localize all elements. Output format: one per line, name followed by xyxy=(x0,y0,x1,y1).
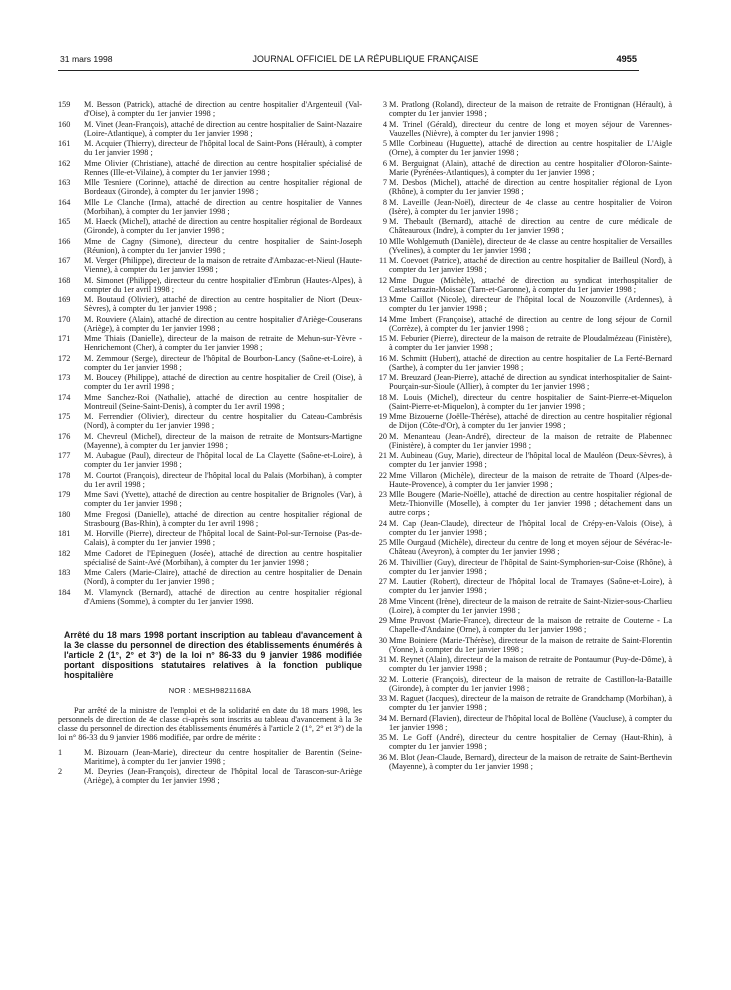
list-item xyxy=(58,159,362,177)
list-item xyxy=(58,529,362,547)
list-item-number: 20 xyxy=(378,431,387,441)
list-item-number: 8 xyxy=(382,197,387,207)
list-item xyxy=(58,256,362,274)
list-item-number: 10 xyxy=(378,236,387,246)
list-item-number: 9 xyxy=(382,217,387,226)
list-item-number: 27 xyxy=(378,577,387,587)
list-item-number: 165 xyxy=(58,217,71,226)
list-item-text: Mme Caillot (Nicole), directeur de l'hôpital local de Nouzonville (Ardennes), à compter du 1er janvier 1998 ; xyxy=(389,295,672,314)
list-item-number: 179 xyxy=(58,490,71,499)
list-item xyxy=(58,767,362,785)
list-item-text: M. Feburier (Pierre), directeur de la maison de retraite de Ploudalmézeau (Finistère), à compter du 1er janvier 1998 ; xyxy=(389,334,672,353)
list-item-number: 168 xyxy=(58,275,71,285)
list-item-text: Mme Vincent (Irène), directeur de la maison de retraite de Saint-Nizier-sous-Charlieu (Loire), à compter du 1er janvier 1998 ; xyxy=(389,596,672,615)
list-item-number: 163 xyxy=(58,178,71,187)
list-item-number: 17 xyxy=(378,373,387,382)
list-item xyxy=(370,276,672,294)
list-item-number: 162 xyxy=(58,158,71,168)
list-item-text: M. Trinel (Gérald), directeur du centre de long et moyen séjour de Varennes-Vauzelles (Nièvre), à compter du 1er janvier 1998 ; xyxy=(389,119,672,138)
list-item-text: Mme Calers (Marie-Claire), attaché de direction au centre hospitalier de Denain (Nord), à compter du 1er janvier 1998 ; xyxy=(84,568,362,587)
list-item xyxy=(58,549,362,567)
list-item-number: 5 xyxy=(382,139,387,148)
list-item xyxy=(370,558,672,576)
right-column xyxy=(370,100,672,772)
list-item-text: M. Haeck (Michel), attaché de direction au centre hospitalier régional de Bordeaux (Gironde), à compter du 1er janvier 1998 ; xyxy=(84,217,362,236)
header-rule xyxy=(58,70,639,71)
list-item xyxy=(58,432,362,450)
list-item xyxy=(370,753,672,771)
list-item-number: 23 xyxy=(378,490,387,499)
list-item-number: 7 xyxy=(382,178,387,187)
left-column xyxy=(58,100,362,787)
list-item-number: 3 xyxy=(382,100,387,109)
list-item-text: M. Desbos (Michel), attaché de direction au centre hospitalier régional de Lyon (Rhône), à compter du 1er janvier 1998 ; xyxy=(389,178,672,197)
list-item-number: 181 xyxy=(58,529,71,538)
list-item-text: M. Menanteau (Jean-André), directeur de la maison de retraite de Plabennec (Finistère), à compter du 1er janvier 1998 ; xyxy=(389,431,672,450)
arrete-title: Arrêté du 18 mars 1998 portant inscription au tableau d'avancement à la 3e classe du personnel de direction des établissements énumérés à l'article 2 (1°, 2° et 3°) de la loi n° 86-33 du 9 janvier 1986 modifiée portant dispositions statutaires relatives à la fonction publique hospitalière xyxy=(64,629,362,680)
list-item xyxy=(58,178,362,196)
list-item xyxy=(370,694,672,712)
list-item-number: 167 xyxy=(58,256,71,265)
list-item xyxy=(58,510,362,528)
arrete-nor-reference: NOR : MESH9821168A xyxy=(168,685,252,695)
header-date: 31 mars 1998 xyxy=(60,54,113,64)
list-item-text: M. Reynet (Alain), directeur de la maison de retraite de Pontaumur (Puy-de-Dôme), à compter du 1er janvier 1998 ; xyxy=(389,655,672,674)
list-item-number: 166 xyxy=(58,236,71,246)
list-item-text: M. Simonet (Philippe), directeur du centre hospitalier d'Embrun (Hautes-Alpes), à compter du 1er avril 1998 ; xyxy=(84,275,362,294)
list-item-number: 174 xyxy=(58,392,71,402)
list-item-text: Mlle Wohlgemuth (Danièle), directeur de 4e classe au centre hospitalier de Versailles (Yvelines), à compter du 1er janvier 1998 ; xyxy=(389,236,672,255)
list-item-text: M. Courtot (François), directeur de l'hôpital local du Palais (Morbihan), à compter du 1er avril 1998 ; xyxy=(84,470,362,489)
list-item-number: 13 xyxy=(378,295,387,304)
list-item xyxy=(58,588,362,606)
list-item xyxy=(58,393,362,411)
list-item-text: M. Aubineau (Guy, Marie), directeur de l'hôpital local de Mauléon (Deux-Sèvres), à compter du 1er janvier 1998 ; xyxy=(389,451,672,470)
list-item-number: 170 xyxy=(58,314,71,324)
list-item xyxy=(58,198,362,216)
list-item-number: 36 xyxy=(378,752,387,762)
list-item-text: M. Louis (Michel), directeur du centre hospitalier de Saint-Pierre-et-Miquelon (Saint-Pierre-et-Miquelon), à compter du 1er janvier 1998 ; xyxy=(389,392,672,411)
list-item-number: 33 xyxy=(378,694,387,704)
list-item-number: 28 xyxy=(378,596,387,606)
list-item-number: 164 xyxy=(58,197,71,207)
list-item xyxy=(370,412,672,430)
list-item xyxy=(58,490,362,508)
list-item-text: Mlle Bougere (Marie-Noëlle), attaché de direction au centre hospitalier régional de Metz-Thionville (Moselle), à compter du 1er janvier 1998 ; détachement dans un autre corps ; xyxy=(389,490,672,518)
list-item-number: 171 xyxy=(58,334,71,343)
list-item xyxy=(370,636,672,654)
list-item xyxy=(370,655,672,673)
list-item xyxy=(370,178,672,196)
list-item-number: 29 xyxy=(378,616,387,626)
list-item xyxy=(58,451,362,469)
list-item-number: 22 xyxy=(378,470,387,480)
list-item-number: 14 xyxy=(378,314,387,324)
list-item-number: 176 xyxy=(58,431,71,441)
list-item-number: 184 xyxy=(58,587,71,597)
list-item-text: Mme Cadoret de l'Epineguen (Josée), attaché de direction au centre hospitalier spécialisé de Saint-Avé (Morbihan), à compter du 1er janvier 1998 ; xyxy=(84,548,362,567)
list-item-text: M. Acquier (Thierry), directeur de l'hôpital local de Saint-Pons (Hérault), à compter du 1er janvier 1998 ; xyxy=(84,139,362,158)
list-item-text: M. Berguignat (Alain), attaché de direction au centre hospitalier d'Oloron-Sainte-Marie (Pyrénées-Atlantiques), à compter du 1er janvier 1998 ; xyxy=(389,158,672,177)
list-item-text: M. Aubague (Paul), directeur de l'hôpital local de La Clayette (Saône-et-Loire), à compter du 1er janvier 1998 ; xyxy=(84,451,362,470)
list-item xyxy=(58,315,362,333)
list-item-text: M. Vlamynck (Bernard), attaché de direction au centre hospitalier régional d'Amiens (Somme), à compter du 1er janvier 1998. xyxy=(84,587,362,606)
list-item-text: Mme Fregosi (Danielle), attaché de direction au centre hospitalier régional de Strasbourg (Bas-Rhin), à compter du 1er avril 1998 ; xyxy=(84,509,362,528)
list-item-text: M. Zemmour (Serge), directeur de l'hôpital de Bourbon-Lancy (Saône-et-Loire), à compter du 1er janvier 1998 ; xyxy=(84,353,362,372)
list-item-text: M. Horville (Pierre), directeur de l'hôpital local de Saint-Pol-sur-Ternoise (Pas-de-Calais), à compter du 1er janvier 1998 ; xyxy=(84,529,362,548)
list-item xyxy=(370,393,672,411)
list-item-text: Mme Savi (Yvette), attaché de direction au centre hospitalier de Brignoles (Var), à compter du 1er janvier 1998 ; xyxy=(84,490,362,509)
list-item-text: M. Boutaud (Olivier), attaché de direction au centre hospitalier de Niort (Deux-Sèvres), à compter du 1er janvier 1998 ; xyxy=(84,295,362,314)
list-item xyxy=(370,490,672,517)
list-item xyxy=(58,412,362,430)
list-item-number: 11 xyxy=(379,256,387,265)
list-item xyxy=(370,373,672,391)
list-item-text: M. Blot (Jean-Claude, Bernard), directeur de la maison de retraite de Saint-Berthevin (Mayenne), à compter du 1er janvier 1998 ; xyxy=(389,752,672,771)
list-item-number: 161 xyxy=(58,139,71,148)
list-item xyxy=(370,733,672,751)
list-item xyxy=(370,432,672,450)
list-item-text: M. Laveille (Jean-Noël), directeur de 4e classe au centre hospitalier de Voiron (Isère), à compter du 1er janvier 1998 ; xyxy=(389,197,672,216)
list-item xyxy=(58,295,362,313)
list-item-number: 12 xyxy=(378,275,387,285)
list-item-text: Mme Boiniere (Marie-Thérèse), directeur de la maison de retraite de Saint-Florentin (Yonne), à compter du 1er janvier 1998 ; xyxy=(389,635,672,654)
list-item-number: 172 xyxy=(58,353,71,363)
list-item-text: Mlle Ourgaud (Michèle), directeur du centre de long et moyen séjour de Sévérac-le-Château (Aveyron), à compter du 1er janvier 1998 ; xyxy=(389,538,672,557)
list-item-number: 31 xyxy=(378,655,387,665)
list-item-number: 21 xyxy=(378,451,387,460)
list-item-number: 1 xyxy=(58,747,63,757)
list-item-number: 18 xyxy=(378,392,387,402)
list-item-number: 25 xyxy=(378,538,387,548)
list-item-text: M. Chevreul (Michel), directeur de la maison de retraite de Montsurs-Martigne (Mayenne), à compter du 1er janvier 1998 ; xyxy=(84,431,362,450)
left-entry-list xyxy=(58,100,362,606)
list-item xyxy=(370,577,672,595)
list-item xyxy=(370,714,672,732)
list-item-number: 35 xyxy=(378,733,387,743)
list-item-number: 34 xyxy=(378,713,387,723)
list-item xyxy=(370,519,672,537)
list-item xyxy=(370,597,672,615)
list-item xyxy=(370,334,672,352)
list-item-text: M. Bizouarn (Jean-Marie), directeur du centre hospitalier de Barentin (Seine-Maritime), à compter du 1er janvier 1998 ; xyxy=(84,747,362,766)
list-item-text: Mme Pruvost (Marie-France), directeur de la maison de retraite de Couterne - La Chapelle-d'Andaine (Orne), à compter du 1er janvier 1998 ; xyxy=(389,616,672,635)
right-entry-list xyxy=(370,100,672,771)
list-item xyxy=(370,139,672,157)
list-item-number: 178 xyxy=(58,470,71,480)
list-item-text: M. Cap (Jean-Claude), directeur de l'hôpital local de Crépy-en-Valois (Oise), à compter du 1er janvier 1998 ; xyxy=(389,518,672,537)
list-item xyxy=(370,471,672,489)
list-item xyxy=(370,354,672,372)
list-item xyxy=(370,295,672,313)
list-item-number: 6 xyxy=(382,158,387,168)
list-item-text: M. Deyries (Jean-François), directeur de l'hôpital local de Tarascon-sur-Ariège (Ariège), à compter du 1er janvier 1998 ; xyxy=(84,767,362,786)
list-item-text: M. Le Goff (André), directeur du centre hospitalier de Cernay (Haut-Rhin), à compter du 1er janvier 1998 ; xyxy=(389,733,672,752)
list-item-text: M. Besson (Patrick), attaché de direction au centre hospitalier d'Argenteuil (Val-d'Oise), à compter du 1er janvier 1998 ; xyxy=(84,100,362,119)
list-item-number: 2 xyxy=(58,767,63,777)
list-item-text: M. Thebault (Bernard), attaché de direction au centre de cure médicale de Châteauroux (Indre), à compter du 1er janvier 1998 ; xyxy=(389,217,672,236)
list-item-text: M. Thivillier (Guy), directeur de l'hôpital de Saint-Symphorien-sur-Coise (Rhône), à compter du 1er janvier 1998 ; xyxy=(389,557,672,576)
list-item xyxy=(58,373,362,391)
list-item-number: 177 xyxy=(58,451,71,460)
list-item xyxy=(58,471,362,489)
list-item xyxy=(370,538,672,556)
arrete-entry-list xyxy=(58,748,362,786)
list-item xyxy=(370,159,672,177)
list-item xyxy=(370,100,672,118)
list-item-text: M. Lotterie (François), directeur de la maison de retraite de Castillon-la-Bataille (Gironde), à compter du 1er janvier 1998 ; xyxy=(389,674,672,693)
list-item xyxy=(58,334,362,352)
list-item xyxy=(58,748,362,766)
list-item-text: M. Boucey (Philippe), attaché de direction au centre hospitalier de Creil (Oise), à compter du 1er avril 1998 ; xyxy=(84,373,362,392)
list-item-number: 4 xyxy=(382,119,387,129)
list-item-number: 183 xyxy=(58,568,71,577)
list-item-number: 182 xyxy=(58,548,71,558)
list-item-text: Mlle Corbineau (Huguette), attaché de direction au centre hospitalier de L'Aigle (Orne), à compter du 1er janvier 1998 ; xyxy=(389,139,672,158)
list-item xyxy=(370,217,672,235)
list-item xyxy=(370,256,672,274)
list-item xyxy=(370,315,672,333)
arrete-intro-paragraph: Par arrêté de la ministre de l'emploi et de la solidarité en date du 18 mars 1998, les personnels de direction de 4e classe ci-après sont inscrits au tableau d'avancement à la 3e classe du personnel de direction des établissements énumérés à l'article 2 (1°, 2° et 3°) de la loi n° 86-33 du 9 janvier 1986 modifiée, par ordre de mérite : xyxy=(58,705,362,743)
list-item-number: 24 xyxy=(378,518,387,528)
list-item xyxy=(58,120,362,138)
list-item-text: Mlle Le Clanche (Irma), attaché de direction au centre hospitalier de Vannes (Morbihan), à compter du 1er janvier 1998 ; xyxy=(84,197,362,216)
list-item xyxy=(370,237,672,255)
list-item-text: Mlle Tesniere (Corinne), attaché de direction au centre hospitalier régional de Bordeaux (Gironde), à compter du 1er janvier 1998 ; xyxy=(84,178,362,197)
list-item xyxy=(370,120,672,138)
list-item-number: 30 xyxy=(378,635,387,645)
list-item-text: Mme Villaron (Michèle), directeur de la maison de retraite de Thoard (Alpes-de-Haute-Provence), à compter du 1er janvier 1998 ; xyxy=(389,470,672,489)
list-item-text: Mme Dugue (Michèle), attaché de direction au syndicat interhospitalier de Castelsarrazin-Moissac (Tarn-et-Garonne), à compter du 1er janvier 1998 ; xyxy=(389,275,672,294)
list-item-text: M. Pratlong (Roland), directeur de la maison de retraite de Frontignan (Hérault), à compter du 1er janvier 1998 ; xyxy=(389,100,672,119)
list-item-text: M. Ferrendier (Olivier), directeur du centre hospitalier du Cateau-Cambrésis (Nord), à compter du 1er janvier 1998 ; xyxy=(84,412,362,431)
list-item-number: 180 xyxy=(58,509,71,519)
list-item xyxy=(58,237,362,255)
list-item-number: 169 xyxy=(58,295,71,304)
list-item-text: M. Bernard (Flavien), directeur de l'hôpital local de Bollène (Vaucluse), à compter du 1er janvier 1998 ; xyxy=(389,713,672,732)
list-item-text: M. Lautier (Robert), directeur de l'hôpital local de Tramayes (Saône-et-Loire), à compter du 1er janvier 1998 ; xyxy=(389,577,672,596)
list-item xyxy=(370,198,672,216)
list-item-number: 32 xyxy=(378,674,387,684)
list-item xyxy=(370,675,672,693)
list-item-text: M. Coevoet (Patrice), attaché de direction au centre hospitalier de Bailleul (Nord), à compter du 1er janvier 1998 ; xyxy=(389,256,672,275)
list-item-number: 26 xyxy=(378,557,387,567)
list-item-text: M. Vinet (Jean-François), attaché de direction au centre hospitalier de Saint-Nazaire (Loire-Atlantique), à compter du 1er janvier 1998 ; xyxy=(84,119,362,138)
list-item-text: M. Breuzard (Jean-Pierre), attaché de direction au syndicat interhospitalier de Saint-Pourçain-sur-Sioule (Allier), à compter du 1er janvier 1998 ; xyxy=(389,373,672,392)
list-item xyxy=(58,139,362,157)
list-item-text: M. Verger (Philippe), directeur de la maison de retraite d'Ambazac-et-Nieul (Haute-Vienne), à compter du 1er janvier 1998 ; xyxy=(84,256,362,275)
list-item xyxy=(370,616,672,634)
list-item-number: 159 xyxy=(58,100,71,109)
list-item-text: M. Raguet (Jacques), directeur de la maison de retraite de Grandchamp (Morbihan), à compter du 1er janvier 1998 ; xyxy=(389,694,672,713)
list-item-text: Mme de Cagny (Simone), directeur du centre hospitalier de Saint-Joseph (Réunion), à compter du 1er janvier 1998 ; xyxy=(84,236,362,255)
list-item-number: 16 xyxy=(378,353,387,363)
list-item xyxy=(58,217,362,235)
list-item-number: 160 xyxy=(58,119,71,129)
header-title: JOURNAL OFFICIEL DE LA RÉPUBLIQUE FRANÇAISE xyxy=(252,54,479,64)
list-item xyxy=(58,568,362,586)
list-item-text: M. Schmitt (Hubert), attaché de direction au centre hospitalier de La Ferté-Bernard (Sarthe), à compter du 1er janvier 1998 ; xyxy=(389,353,672,372)
list-item-text: Mme Sanchez-Roi (Nathalie), attaché de direction au centre hospitalier de Montreuil (Seine-Saint-Denis), à compter du 1er avril 1998 ; xyxy=(84,392,362,411)
list-item-text: Mme Bizouerne (Joëlle-Thérèse), attaché de direction au centre hospitalier régional de Dijon (Côte-d'Or), à compter du 1er janvier 1998 ; xyxy=(389,412,672,431)
list-item xyxy=(58,100,362,118)
list-item xyxy=(58,276,362,294)
list-item xyxy=(370,451,672,469)
list-item xyxy=(58,354,362,372)
list-item-text: M. Rouviere (Alain), attaché de direction au centre hospitalier d'Ariège-Couserans (Ariège), à compter du 1er janvier 1998 ; xyxy=(84,314,362,333)
list-item-text: Mme Olivier (Christiane), attaché de direction au centre hospitalier spécialisé de Rennes (Ille-et-Vilaine), à compter du 1er janvier 1998 ; xyxy=(84,158,362,177)
list-item-number: 19 xyxy=(378,412,387,421)
list-item-text: Mme Thiais (Danielle), directeur de la maison de retraite de Mehun-sur-Yèvre - Henrichemont (Cher), à compter du 1er janvier 1998 ; xyxy=(84,334,362,353)
list-item-number: 15 xyxy=(378,334,387,343)
list-item-number: 175 xyxy=(58,412,71,421)
header-page-number: 4955 xyxy=(616,54,637,64)
list-item-text: Mme Imbert (Françoise), attaché de direction au centre de long séjour de Cornil (Corrèze), à compter du 1er janvier 1998 ; xyxy=(389,314,672,333)
list-item-number: 173 xyxy=(58,373,71,382)
